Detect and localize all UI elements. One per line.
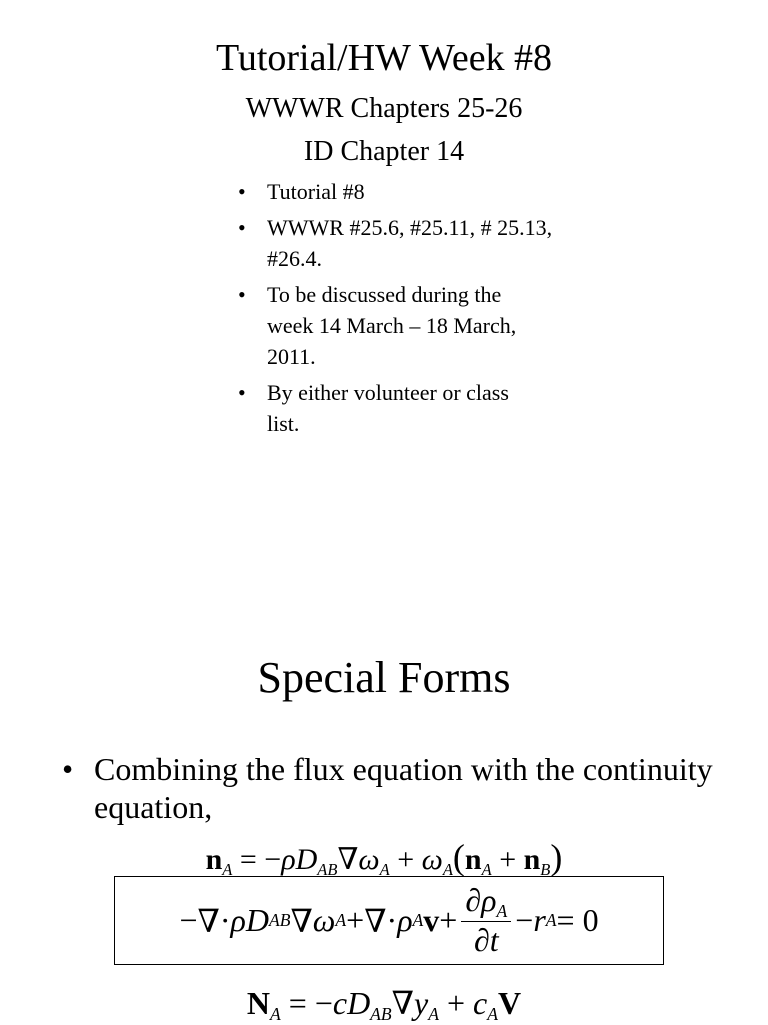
eq-operator: = − xyxy=(280,985,333,1021)
eq-operator: ∇ xyxy=(197,902,220,939)
eq-symbol: n xyxy=(523,843,541,876)
eq-operator: = 0 xyxy=(556,902,599,938)
eq-symbol: ρ xyxy=(397,902,413,938)
bullet-dot: • xyxy=(238,215,246,240)
bullet-text: Combining the flux equation with the continuity equation, xyxy=(94,751,713,825)
eq-symbol: V xyxy=(497,985,522,1021)
list-item xyxy=(238,176,558,207)
eq-operator: + xyxy=(439,902,458,938)
eq-fraction xyxy=(461,882,511,959)
eq-subscript: AB xyxy=(370,1004,392,1025)
eq-operator: ∂ xyxy=(473,922,490,959)
eq-operator: = − xyxy=(232,843,282,876)
eq-symbol: c xyxy=(473,985,488,1021)
eq-operator: ∇ xyxy=(364,902,387,939)
eq-operator: − xyxy=(179,902,198,938)
eq-symbol: ω xyxy=(312,902,336,938)
eq-operator: + xyxy=(438,985,474,1021)
slide1-bullet-list xyxy=(238,176,558,444)
list-item xyxy=(238,279,547,372)
slide1-subtitle-id-chapter: ID Chapter 14 xyxy=(303,136,465,167)
eq-subscript: B xyxy=(540,859,551,879)
bullet-dot: • xyxy=(238,380,246,405)
eq-symbol: r xyxy=(533,902,546,938)
list-item xyxy=(238,212,558,274)
eq-subscript: A xyxy=(496,901,508,922)
eq-symbol: n xyxy=(464,843,482,876)
bullet-dot: • xyxy=(238,179,246,204)
eq-symbol: ρ xyxy=(230,902,246,938)
eq-operator: + xyxy=(491,843,524,876)
eq-subscript: A xyxy=(379,859,390,879)
slide1-subtitle-chapters: WWWR Chapters 25-26 xyxy=(245,93,523,124)
bullet-text: WWWR #25.6, #25.11, # 25.13, #26.4. xyxy=(267,215,553,271)
eq-subscript: AB xyxy=(268,910,291,930)
eq-operator: ∇ xyxy=(290,902,313,939)
bullet-text: Tutorial #8 xyxy=(267,179,365,204)
bullet-dot: • xyxy=(238,282,246,307)
eq-subscript: A xyxy=(428,1004,439,1025)
boxed-continuity-equation xyxy=(114,876,664,965)
eq-operator: · xyxy=(219,902,231,938)
bullet-dot: • xyxy=(62,751,74,787)
eq-subscript: A xyxy=(481,859,492,879)
slide2-bullet xyxy=(62,750,734,826)
eq-subscript: A xyxy=(442,859,453,879)
slide1-title: Tutorial/HW Week #8 xyxy=(215,37,553,79)
eq-operator: ∇ xyxy=(391,985,415,1021)
eq-subscript: A xyxy=(545,910,557,930)
list-item xyxy=(238,377,517,439)
eq-subscript: A xyxy=(270,1004,281,1025)
eq-symbol: v xyxy=(423,902,440,938)
bullet-text: By either volunteer or class list. xyxy=(267,380,509,436)
eq-symbol: D xyxy=(347,985,371,1021)
eq-operator: · xyxy=(386,902,398,938)
eq-denominator xyxy=(470,922,503,959)
eq-subscript: AB xyxy=(317,859,338,879)
eq-symbol: N xyxy=(246,985,271,1021)
eq-subscript: A xyxy=(412,910,424,930)
flux-equation xyxy=(0,836,768,880)
eq-symbol: ω xyxy=(421,843,443,876)
eq-paren: ( xyxy=(452,837,465,877)
eq-symbol: ω xyxy=(358,843,380,876)
eq-symbol: n xyxy=(205,843,223,876)
eq-symbol: y xyxy=(414,985,429,1021)
eq-operator: ∇ xyxy=(337,843,359,876)
eq-subscript: A xyxy=(487,1004,498,1025)
eq-symbol: D xyxy=(295,843,318,876)
eq-symbol: D xyxy=(245,902,269,938)
molar-flux-equation xyxy=(0,984,768,1025)
eq-symbol: ρ xyxy=(281,843,296,876)
eq-symbol: c xyxy=(332,985,348,1021)
eq-subscript: A xyxy=(222,859,233,879)
eq-symbol: ρ xyxy=(481,881,497,918)
eq-operator: + xyxy=(346,902,365,938)
eq-operator: − xyxy=(515,902,534,938)
eq-subscript: A xyxy=(335,910,347,930)
slide2-title: Special Forms xyxy=(257,653,511,702)
eq-paren: ) xyxy=(550,837,563,877)
eq-operator: ∂ xyxy=(465,881,482,918)
bullet-text: To be discussed during the week 14 March – 18 March, 2011. xyxy=(267,282,517,369)
eq-operator: + xyxy=(389,843,422,876)
eq-symbol: t xyxy=(489,922,499,959)
eq-numerator xyxy=(461,882,511,922)
